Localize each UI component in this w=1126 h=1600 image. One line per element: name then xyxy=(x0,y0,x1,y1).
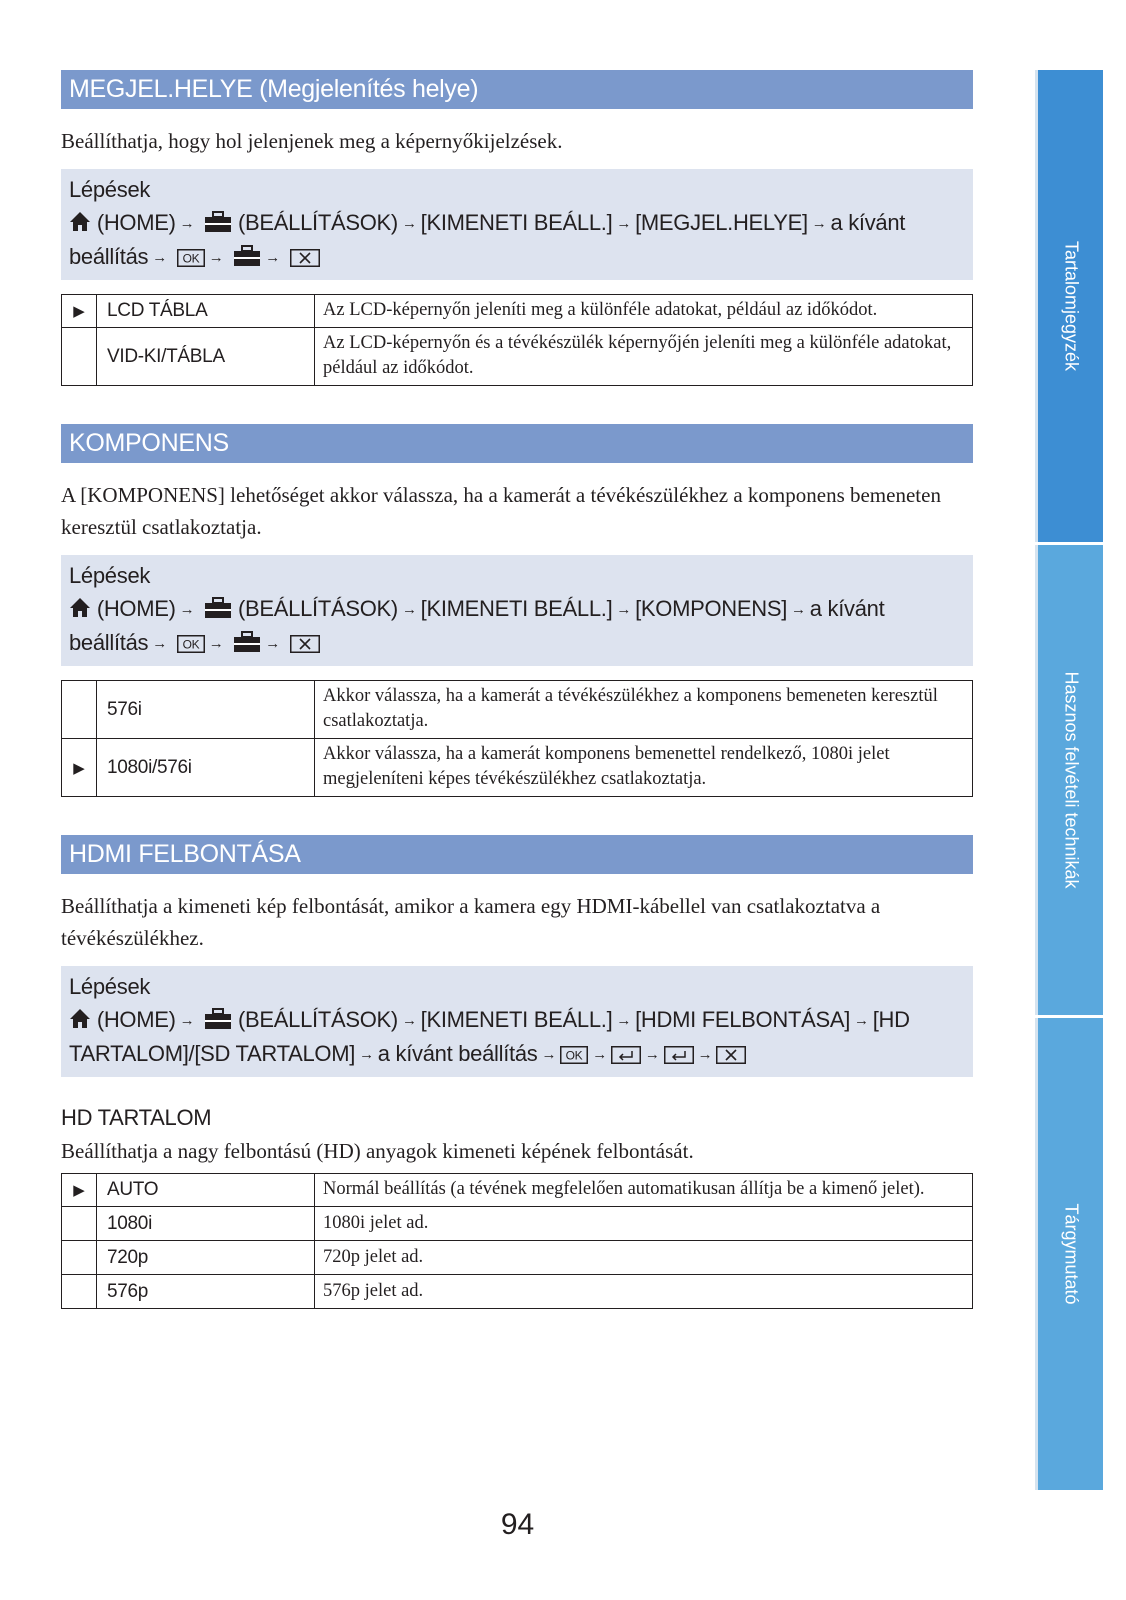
steps-home-label: (HOME) xyxy=(96,210,176,235)
toolbox-icon xyxy=(204,1008,232,1030)
arrow-icon: → xyxy=(265,635,280,652)
steps-desired-label: a kívánt beállítás xyxy=(377,1041,538,1066)
arrow-icon: → xyxy=(697,1046,713,1063)
steps-output-menu: [KIMENETI BEÁLL.] xyxy=(420,596,613,621)
section-title: KOMPONENS xyxy=(61,424,973,463)
steps-output-menu: [KIMENETI BEÁLL.] xyxy=(420,210,613,235)
toolbox-icon xyxy=(204,597,232,619)
return-icon xyxy=(611,1046,641,1064)
steps-desired-label: a kívánt xyxy=(809,596,885,621)
marker-cell xyxy=(62,1207,97,1241)
subsection-intro: Beállíthatja a nagy felbontású (HD) anyagok kimeneti képének felbontását. xyxy=(61,1139,694,1163)
side-tab-contents[interactable] xyxy=(1035,70,1103,542)
section-intro: Beállíthatja, hogy hol jelenjenek meg a képernyőkijelzések. xyxy=(61,129,563,153)
option-name: VID-KI/TÁBLA xyxy=(97,328,315,386)
arrow-icon: → xyxy=(791,601,806,618)
options-table xyxy=(61,1173,973,1309)
home-icon xyxy=(69,597,91,619)
marker-cell xyxy=(62,328,97,386)
arrow-icon: → xyxy=(541,1046,557,1063)
option-name: AUTO xyxy=(97,1174,315,1207)
steps-settings-label: (BEÁLLÍTÁSOK) xyxy=(238,210,398,235)
section-title: HDMI FELBONTÁSA xyxy=(61,835,973,874)
page-number: 94 xyxy=(500,1508,535,1541)
steps-settings-label: (BEÁLLÍTÁSOK) xyxy=(238,1007,398,1032)
steps-settings-label: (BEÁLLÍTÁSOK) xyxy=(238,596,398,621)
toolbox-icon xyxy=(233,631,261,653)
arrow-icon: → xyxy=(179,1012,195,1029)
steps-item-menu: [KOMPONENS] xyxy=(635,596,788,621)
home-icon xyxy=(69,1008,91,1030)
section-title: MEGJEL.HELYE (Megjelenítés helye) xyxy=(61,70,973,109)
close-icon xyxy=(716,1046,746,1064)
svg-text:OK: OK xyxy=(182,251,200,266)
arrow-icon: → xyxy=(401,215,417,232)
table-row xyxy=(62,1174,973,1207)
home-icon xyxy=(69,211,91,233)
toolbox-icon xyxy=(204,211,232,233)
subsection-title: HD TARTALOM xyxy=(61,1105,212,1130)
arrow-icon: → xyxy=(152,249,167,266)
option-desc: Akkor válassza, ha a kamerát komponens bemenettel rendelkező, 1080i jelet megjeleníteni képes tévékészülékhez csatlakoztatja. xyxy=(315,739,973,797)
steps-output-menu: [KIMENETI BEÁLL.] xyxy=(420,1007,613,1032)
steps-box xyxy=(61,555,973,666)
steps-title: Lépések xyxy=(69,177,151,202)
section-display-position xyxy=(61,70,973,386)
options-table xyxy=(61,294,973,386)
steps-setting-label: beállítás xyxy=(69,630,149,655)
arrow-icon: → xyxy=(401,601,417,618)
option-desc: 576p jelet ad. xyxy=(315,1275,973,1309)
table-row xyxy=(62,295,973,328)
arrow-icon: → xyxy=(854,1012,869,1029)
option-desc: 1080i jelet ad. xyxy=(315,1207,973,1241)
option-name: 1080i/576i xyxy=(97,739,315,797)
steps-home-label: (HOME) xyxy=(96,596,176,621)
marker-cell xyxy=(62,1275,97,1309)
arrow-icon: → xyxy=(592,1046,607,1063)
steps-line xyxy=(69,240,965,274)
arrow-icon: → xyxy=(616,215,632,232)
svg-text:OK: OK xyxy=(565,1048,583,1063)
option-name: 1080i xyxy=(97,1207,315,1241)
steps-text xyxy=(69,1003,965,1071)
option-name: LCD TÁBLA xyxy=(97,295,315,328)
arrow-icon: → xyxy=(208,249,224,266)
option-desc: Az LCD-képernyőn jeleníti meg a különféle adatokat, például az időkódot. xyxy=(315,295,973,328)
arrow-icon: → xyxy=(811,215,827,232)
option-desc: Normál beállítás (a tévének megfelelően automatikusan állítja be a kimenő jelet). xyxy=(315,1174,973,1207)
table-row xyxy=(62,681,973,739)
table-row xyxy=(62,739,973,797)
steps-box xyxy=(61,966,973,1077)
steps-title: Lépések xyxy=(69,974,151,999)
side-tab-label: Tartalomjegyzék xyxy=(1061,240,1081,372)
steps-title: Lépések xyxy=(69,563,151,588)
option-desc: Akkor válassza, ha a kamerát a tévékészülékhez a komponens bemeneten keresztül csatlakoztatja. xyxy=(315,681,973,739)
toolbox-icon xyxy=(233,245,261,267)
option-desc: Az LCD-képernyőn és a tévékészülék képernyőjén jeleníti meg a különféle adatokat, például az időkódot. xyxy=(315,328,973,386)
steps-line xyxy=(69,626,965,660)
marker-cell xyxy=(62,1241,97,1275)
table-row xyxy=(62,1275,973,1309)
table-row xyxy=(62,328,973,386)
section-hdmi-resolution xyxy=(61,835,973,1309)
steps-box xyxy=(61,169,973,280)
steps-item-menu: [MEGJEL.HELYE] xyxy=(635,210,808,235)
arrow-icon: → xyxy=(152,635,167,652)
svg-text:OK: OK xyxy=(182,637,200,652)
arrow-icon: → xyxy=(644,1046,660,1063)
page-content xyxy=(61,70,973,1309)
section-intro: A [KOMPONENS] lehetőséget akkor válassza, ha a kamerát a tévékészülékhez a komponens bemeneten keresztül csatlakoztatja. xyxy=(61,483,941,539)
option-name: 576p xyxy=(97,1275,315,1309)
steps-line xyxy=(69,206,965,240)
arrow-icon: → xyxy=(359,1046,374,1063)
option-desc: 720p jelet ad. xyxy=(315,1241,973,1275)
arrow-icon: → xyxy=(616,1012,632,1029)
options-table xyxy=(61,680,973,797)
side-tab-label: Hasznos felvételi technikák xyxy=(1061,671,1081,889)
ok-icon xyxy=(177,635,205,653)
steps-item-menu: [HDMI FELBONTÁSA] xyxy=(635,1007,851,1032)
side-tab-techniques[interactable] xyxy=(1035,545,1103,1015)
side-tab-label: Tárgymutató xyxy=(1061,1203,1081,1305)
arrow-icon: → xyxy=(401,1012,417,1029)
table-row xyxy=(62,1241,973,1275)
default-marker: ▶ xyxy=(62,295,97,328)
table-row xyxy=(62,1207,973,1241)
close-icon xyxy=(290,635,320,653)
section-component xyxy=(61,424,973,797)
close-icon xyxy=(290,249,320,267)
arrow-icon: → xyxy=(179,215,195,232)
ok-icon xyxy=(177,249,205,267)
return-icon xyxy=(664,1046,694,1064)
steps-content-menu: [HD TARTALOM]/[SD TARTALOM] xyxy=(69,1007,910,1066)
default-marker: ▶ xyxy=(62,1174,97,1207)
default-marker: ▶ xyxy=(62,739,97,797)
steps-desired-label: a kívánt xyxy=(830,210,906,235)
arrow-icon: → xyxy=(265,249,280,266)
ok-icon xyxy=(560,1046,588,1064)
arrow-icon: → xyxy=(208,635,224,652)
steps-line xyxy=(69,592,965,626)
arrow-icon: → xyxy=(179,601,195,618)
marker-cell xyxy=(62,681,97,739)
option-name: 720p xyxy=(97,1241,315,1275)
section-intro: Beállíthatja a kimeneti kép felbontását, amikor a kamera egy HDMI-kábellel van csatlakoztatva a tévékészülékhez. xyxy=(61,894,881,950)
option-name: 576i xyxy=(97,681,315,739)
arrow-icon: → xyxy=(616,601,632,618)
side-tab-index[interactable] xyxy=(1035,1018,1103,1490)
steps-home-label: (HOME) xyxy=(96,1007,176,1032)
steps-setting-label: beállítás xyxy=(69,244,149,269)
